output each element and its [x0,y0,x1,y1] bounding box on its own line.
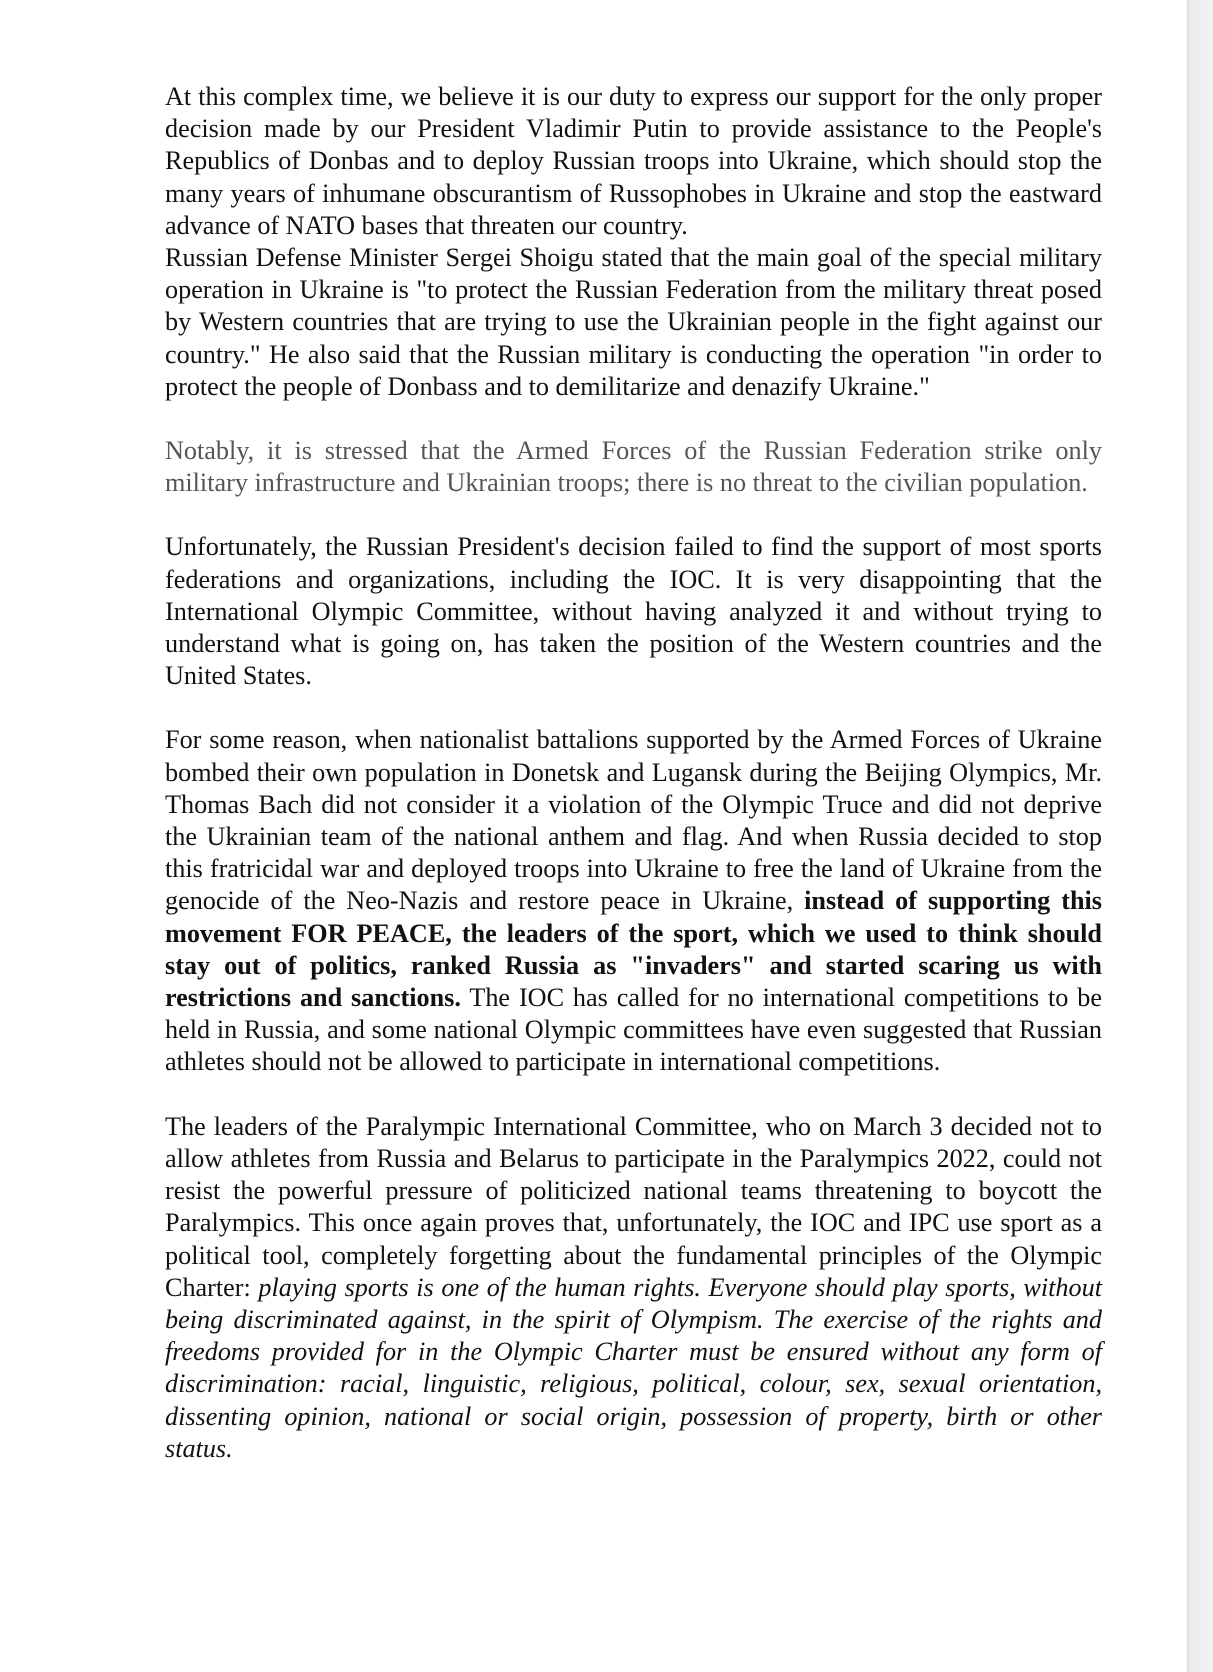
viewer-right-edge [1187,0,1213,1672]
olympic-truce-text-end: The IOC has called for no international competitions to be held in Russia, and some national Olympic committees have even suggested that Russian athletes should not be allowed to participate in international competitions. [165,983,1103,1077]
olympic-truce-text-start: For some reason, when nationalist battalions supported by the Armed Forces of Ukraine bombed their own population in Donetsk and Lugansk during the Beijing Olympics, Mr. Thomas Bach did not consider it a violation of the Olympic Truce and did not deprive the Ukrainian team of the national anthem and flag. And when Russia decided to stop this fratricidal war and deployed troops into Ukraine to free the land of Ukraine from the genocide of the Neo-Nazis and restore peace in Ukraine, [165,725,1102,916]
paragraph-military-infrastructure: Notably, it is stressed that the Armed Forces of the Russian Federation strike only military infrastructure and Ukrainian troops; there is no threat to the civilian population. [165,436,1102,498]
paragraph-paralympic-committee [165,1111,1102,1465]
paragraph-olympic-truce [165,724,1102,1078]
olympic-truce-bold-text: instead of supporting this movement FOR PEACE, the leaders of the sport, which we used to think should stay out of politics, ranked Russia as "invaders" and started scaring us with restrictions and sanctions. [165,886,1102,1013]
olympic-charter-quote: playing sports is one of the human rights. Everyone should play sports, without being discriminated against, in the spirit of Olympism. The exercise of the rights and freedoms provided for in the Olympic Charter must be ensured without any form of discrimination: racial, linguistic, religious, political, colour, sex, sexual orientation, dissenting opinion, national or social origin, possession of property, birth or other status. [165,1272,1102,1463]
paragraph-ioc-position: Unfortunately, the Russian President's decision failed to find the support of most sports federations and organizations, including the IOC. It is very disappointing that the International Olympic Committee, without having analyzed it and without trying to understand what is going on, has taken the position of the Western countries and the United States. [165,532,1102,691]
letter-body [165,81,1102,1465]
paralympic-text-start: The leaders of the Paralympic International Committee, who on March 3 decided not to allow athletes from Russia and Belarus to participate in the Paralympics 2022, could not resist the powerful pressure of politicized national teams threatening to boycott the Paralympics. This once again proves that, unfortunately, the IOC and IPC use sport as a political tool, completely forgetting about the fundamental principles of the Olympic Charter: [165,1111,1102,1302]
paragraph-shoigu-statement: Russian Defense Minister Sergei Shoigu stated that the main goal of the special military operation in Ukraine is "to protect the Russian Federation from the military threat posed by Western countries that are trying to use the Ukrainian people in the fight against our country." He also said that the Russian military is conducting the operation "in order to protect the people of Donbass and to demilitarize and denazify Ukraine." [165,243,1102,401]
paragraph-support-decision: At this complex time, we believe it is our duty to express our support for the only proper decision made by our President Vladimir Putin to provide assistance to the People's Republics of Donbas and to deploy Russian troops into Ukraine, which should stop the many years of inhumane obscurantism of Russophobes in Ukraine and stop the eastward advance of NATO bases that threaten our country. [165,82,1102,240]
